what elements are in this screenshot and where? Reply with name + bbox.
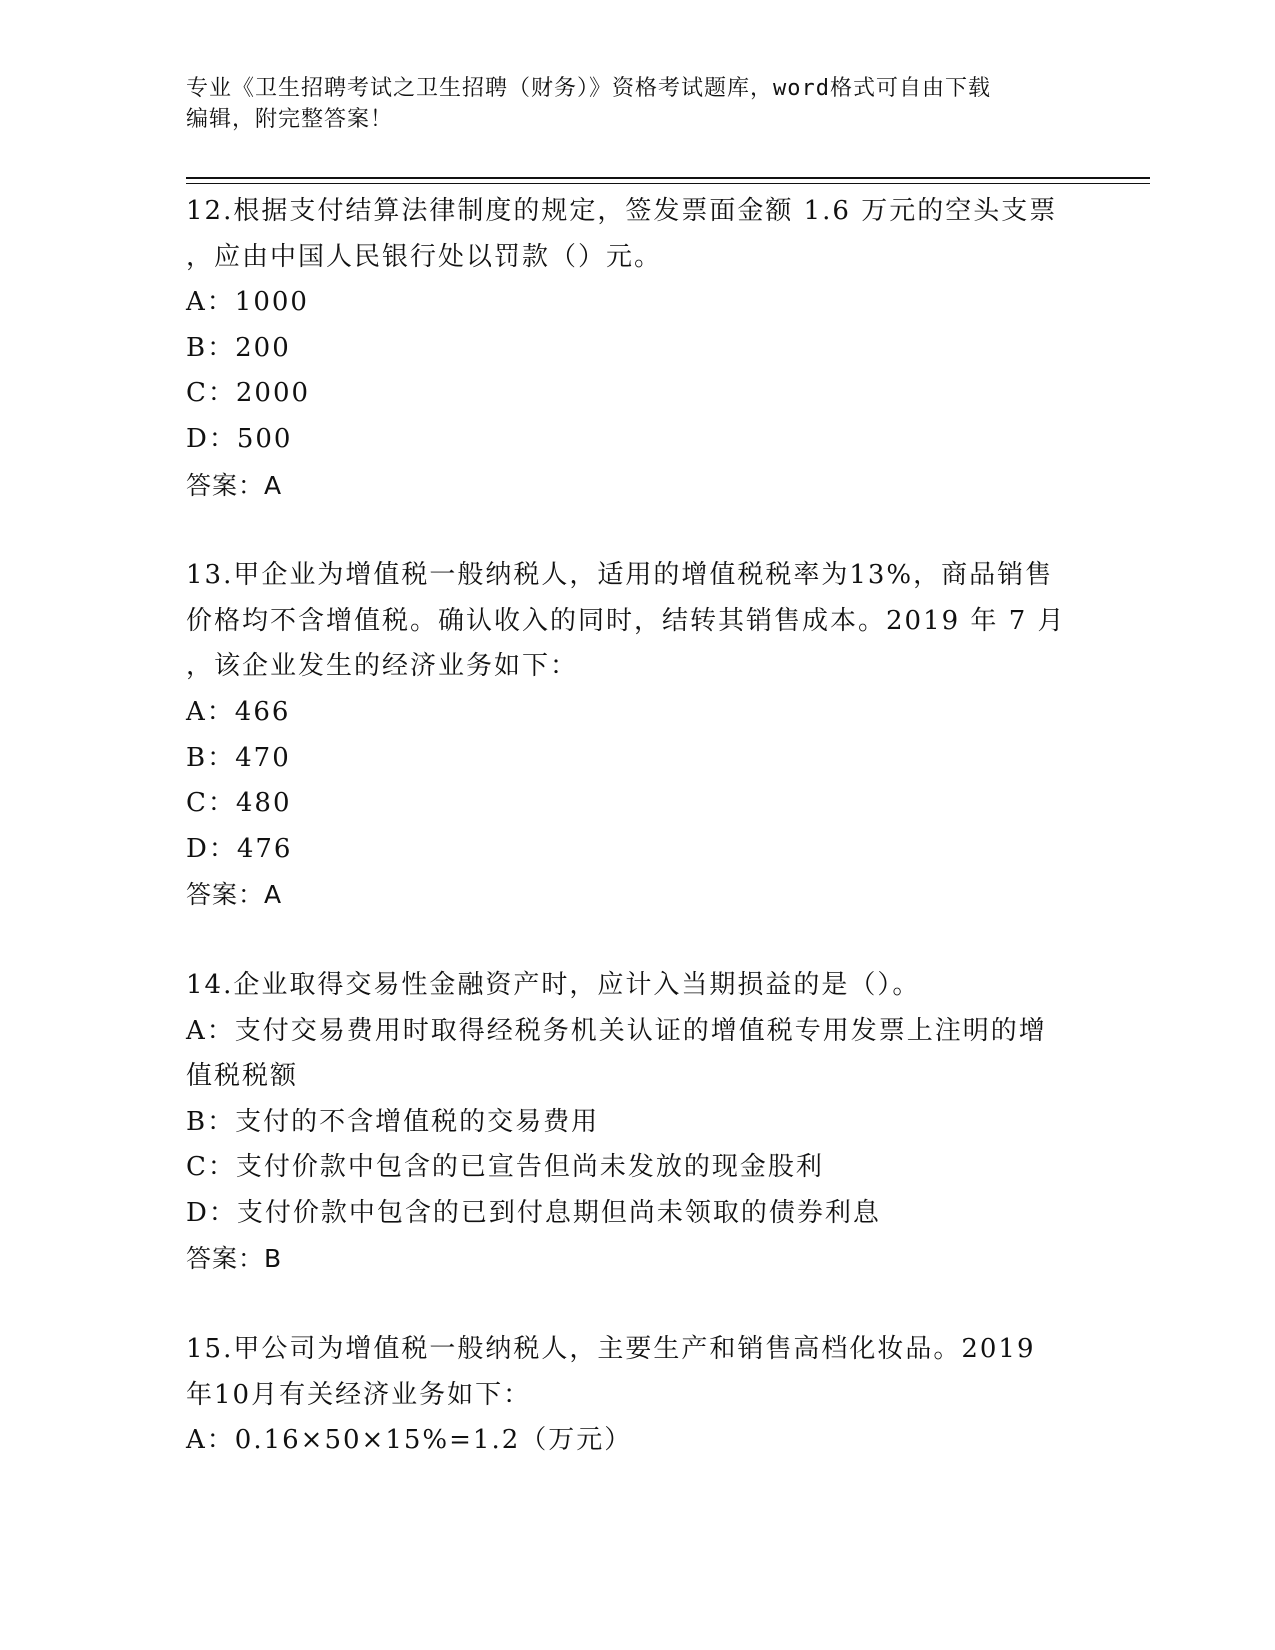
answer-option-line: C：480: [186, 788, 292, 819]
answer-key: 答案：A: [186, 470, 283, 500]
question-list: [186, 189, 1086, 1464]
document-header: [186, 73, 1086, 135]
question-stem-line: 14.企业取得交易性金融资产时，应计入当期损益的是（）。: [186, 969, 921, 1000]
answer-option: [186, 781, 1086, 827]
answer-option-line: C：支付价款中包含的已宣告但尚未发放的现金股利: [186, 1152, 824, 1183]
answer-option: [186, 417, 1086, 463]
header-line: 专业《卫生招聘考试之卫生招聘（财务）》资格考试题库，word格式可自由下载: [186, 76, 991, 101]
question-stem-line: ，应由中国人民银行处以罚款（）元。: [186, 241, 663, 272]
question-stem-line: 13.甲企业为增值税一般纳税人，适用的增值税税率为13%，商品销售: [186, 560, 1054, 591]
answer-option-line: D：支付价款中包含的已到付息期但尚未领取的债券利息: [186, 1197, 881, 1228]
question-item: [186, 963, 1086, 1282]
answer-option-line: C：2000: [186, 378, 311, 409]
answer-option-line: B：470: [186, 742, 291, 773]
question-stem: [186, 189, 1086, 280]
answer-option-line: B：200: [186, 332, 291, 363]
question-item: [186, 189, 1086, 508]
answer-option-line: A：1000: [186, 287, 309, 318]
answer-option: [186, 690, 1086, 736]
answer-option: [186, 736, 1086, 782]
answer-option: [186, 1009, 1086, 1100]
header-line: 编辑，附完整答案！: [186, 107, 394, 132]
answer-option-line: B：支付的不含增值税的交易费用: [186, 1106, 600, 1137]
answer-option: [186, 1100, 1086, 1146]
answer-option: [186, 371, 1086, 417]
answer-option-line: D：500: [186, 423, 293, 454]
answer-option: [186, 326, 1086, 372]
question-stem: [186, 963, 1086, 1009]
answer-key: 答案：A: [186, 880, 283, 910]
answer-option-line: 值税税额: [186, 1061, 299, 1092]
answer-option-line: A：支付交易费用时取得经税务机关认证的增值税专用发票上注明的增: [186, 1015, 1047, 1046]
answer-option-line: A：0.16×50×15%=1.2（万元）: [186, 1425, 633, 1456]
question-stem-line: 12.根据支付结算法律制度的规定，签发票面金额 1.6 万元的空头支票: [186, 196, 1058, 226]
answer-option-line: D：476: [186, 833, 293, 864]
question-stem-line: 年10月有关经济业务如下：: [186, 1379, 532, 1410]
question-item: [186, 1327, 1086, 1464]
question-item: [186, 553, 1086, 918]
answer-option: [186, 827, 1086, 873]
question-stem: [186, 553, 1086, 690]
answer-key: 答案：B: [186, 1244, 283, 1274]
question-stem-line: 15.甲公司为增值税一般纳税人，主要生产和销售高档化妆品。2019: [186, 1334, 1036, 1365]
answer-option: [186, 1145, 1086, 1191]
header-divider-thin: [186, 183, 1150, 184]
answer-option: [186, 1418, 1086, 1464]
question-stem-line: 价格均不含增值税。确认收入的同时，结转其销售成本。2019 年 7 月: [186, 605, 1066, 636]
answer-option-line: A：466: [186, 696, 291, 727]
answer-option: [186, 1191, 1086, 1237]
question-stem-line: ，该企业发生的经济业务如下：: [186, 651, 579, 682]
header-divider-thick: [186, 177, 1150, 179]
question-stem: [186, 1327, 1086, 1418]
answer-option: [186, 280, 1086, 326]
